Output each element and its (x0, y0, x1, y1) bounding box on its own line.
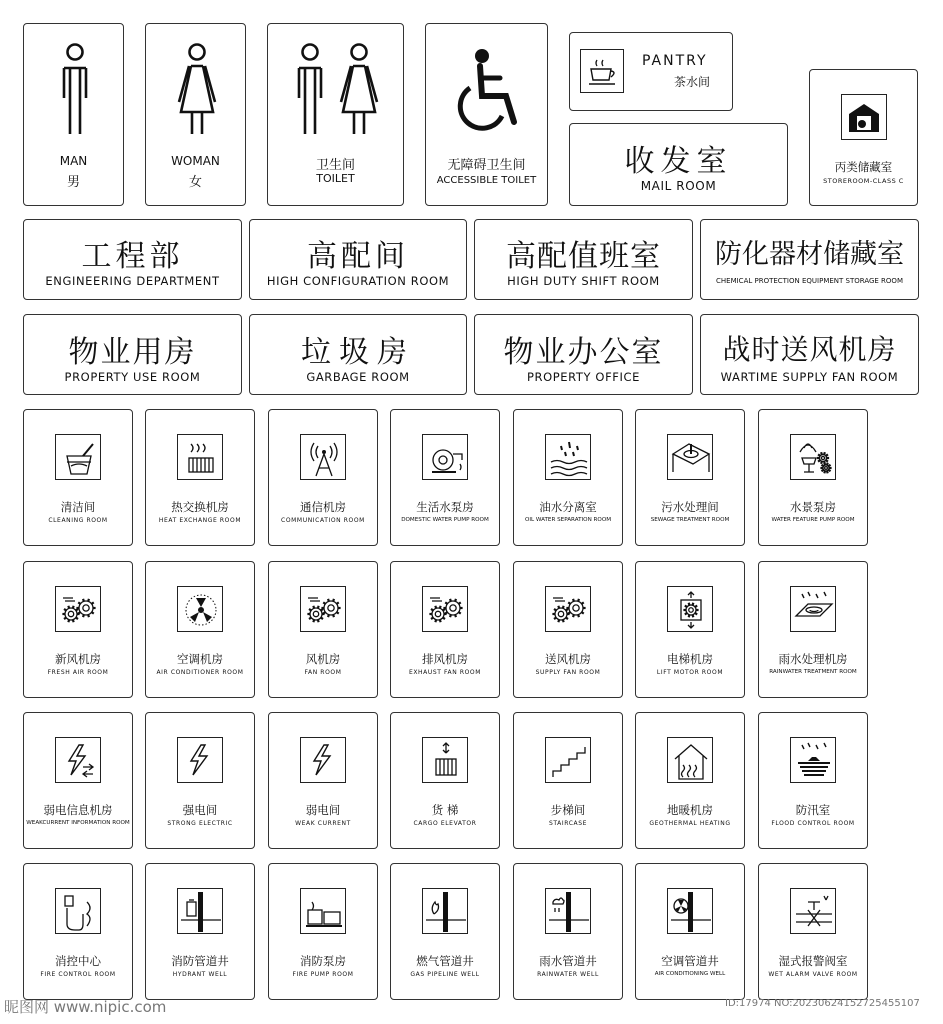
room-sign-label-cn: 新风机房 (55, 652, 101, 666)
rain-swirl-icon (790, 586, 836, 632)
teacup-icon (580, 49, 624, 93)
man-woman-icon (295, 44, 379, 136)
room-sign (513, 409, 623, 546)
room-sign (758, 712, 868, 849)
room-sign-label-en: SUPPLY FAN ROOM (535, 669, 601, 676)
lightning-icon (300, 737, 346, 783)
flood-icon (790, 737, 836, 783)
room-sign (635, 712, 745, 849)
pantry-label-cn: 茶水间 (674, 75, 711, 89)
cleaning-bucket-icon (55, 434, 101, 480)
room-sign-label-en: WATER FEATURE PUMP ROOM (771, 517, 855, 523)
wide-sign-en: CHEMICAL PROTECTION EQUIPMENT STORAGE ROOM (716, 277, 903, 285)
sign-chemical-protection-storage (700, 219, 919, 300)
room-sign (268, 863, 378, 1000)
wide-sign-en: PROPERTY OFFICE (526, 370, 640, 384)
watermark-right: ID:17974 NO:20230624152725455107 (725, 998, 920, 1009)
lift-gear-icon (667, 586, 713, 632)
room-sign (758, 409, 868, 546)
room-sign-label-cn: 排风机房 (422, 652, 468, 666)
room-sign (268, 712, 378, 849)
woman-icon (177, 44, 217, 136)
sewage-icon (667, 434, 713, 480)
toilet-label-cn: 卫生间 (315, 158, 355, 173)
wide-sign-cn: 战时送风机房 (722, 333, 897, 366)
pantry-label-en: PANTRY (642, 53, 708, 69)
room-sign (635, 561, 745, 698)
room-sign-label-cn: 污水处理间 (661, 500, 719, 514)
room-sign (390, 712, 500, 849)
radiator-icon (177, 434, 223, 480)
mail-room-label-cn: 收发室 (624, 144, 733, 179)
room-sign-label-cn: 雨水处理机房 (778, 652, 848, 666)
rain-pipe-icon (545, 888, 591, 934)
sign-accessible-toilet (425, 23, 548, 206)
room-sign-label-cn: 电梯机房 (667, 652, 713, 666)
room-sign-label-en: FAN ROOM (304, 669, 342, 676)
room-sign (635, 863, 745, 1000)
wide-sign-en: GARBAGE ROOM (306, 370, 410, 384)
gas-pipe-icon (422, 888, 468, 934)
wide-sign-en: ENGINEERING DEPARTMENT (45, 274, 220, 288)
room-sign-label-cn: 生活水泵房 (416, 500, 474, 514)
alarm-valve-icon (790, 888, 836, 934)
room-sign-label-cn: 空调机房 (177, 652, 223, 666)
room-sign-label-cn: 送风机房 (545, 652, 591, 666)
sign-mail-room (569, 123, 788, 206)
room-sign (513, 561, 623, 698)
stairs-icon (545, 737, 591, 783)
room-sign-label-en: WEAK CURRENT (295, 820, 351, 827)
room-sign-label-en: EXHAUST FAN ROOM (408, 669, 482, 676)
room-sign-label-cn: 燃气管道井 (416, 954, 474, 968)
sign-high-configuration-room (249, 219, 467, 300)
room-sign-label-cn: 消防泵房 (300, 954, 346, 968)
wide-sign-en: HIGH DUTY SHIFT ROOM (507, 274, 660, 288)
room-sign (145, 863, 255, 1000)
room-sign-label-en: FLOOD CONTROL ROOM (771, 820, 855, 827)
gears-icon (300, 586, 346, 632)
room-sign-label-en: CLEANING ROOM (48, 517, 108, 524)
room-sign-label-en: CARGO ELEVATOR (413, 820, 477, 827)
wide-sign-cn: 物业用房 (68, 335, 197, 370)
storehouse-icon (841, 94, 887, 140)
room-sign-label-cn: 热交换机房 (171, 500, 229, 514)
gears-icon (545, 586, 591, 632)
woman-label-en: WOMAN (171, 154, 220, 168)
lightning-icon (177, 737, 223, 783)
storeroom-label-cn: 丙类储藏室 (834, 160, 893, 174)
room-sign (23, 863, 133, 1000)
room-sign-label-en: HYDRANT WELL (172, 971, 228, 978)
room-sign-label-en: WEAKCURRENT INFORMATION ROOM (26, 820, 130, 826)
room-sign-label-en: SEWAGE TREATMENT ROOM (650, 517, 730, 523)
room-sign-label-cn: 弱电信息机房 (43, 803, 113, 817)
room-sign (635, 409, 745, 546)
room-sign-label-cn: 雨水管道井 (539, 954, 597, 968)
fan-icon (177, 586, 223, 632)
sign-property-office (474, 314, 693, 395)
man-label-cn: 男 (66, 175, 80, 190)
signal-tower-icon (300, 434, 346, 480)
sign-woman (145, 23, 246, 206)
room-sign-label-en: HEAT EXCHANGE ROOM (158, 517, 242, 524)
woman-label-cn: 女 (188, 175, 202, 190)
wide-sign-cn: 工程部 (81, 239, 184, 274)
room-sign-label-en: FRESH AIR ROOM (47, 669, 109, 676)
wide-sign-cn: 防化器材储藏室 (715, 239, 904, 270)
room-sign (513, 863, 623, 1000)
accessible-label-en: ACCESSIBLE TOILET (436, 175, 537, 186)
room-sign-label-cn: 通信机房 (300, 500, 346, 514)
room-sign-label-cn: 清洁间 (60, 500, 96, 514)
watermark-left: 昵图网 www.nipic.com (4, 998, 167, 1016)
wide-sign-cn: 高配值班室 (506, 239, 661, 274)
sign-man (23, 23, 124, 206)
room-sign (23, 561, 133, 698)
sign-storeroom (809, 69, 918, 206)
fire-pump-icon (300, 888, 346, 934)
wheelchair-icon (454, 48, 526, 134)
fountain-icon (790, 434, 836, 480)
sign-high-duty-shift-room (474, 219, 693, 300)
sign-property-use-room (23, 314, 242, 395)
wide-sign-cn: 物业办公室 (503, 335, 664, 370)
room-sign-label-en: COMMUNICATION ROOM (281, 517, 365, 524)
room-sign-label-en: FIRE CONTROL ROOM (40, 971, 116, 978)
cargo-elevator-icon (422, 737, 468, 783)
gears-icon (55, 586, 101, 632)
room-sign-label-cn: 湿式报警阀室 (778, 954, 848, 968)
man-label-en: MAN (59, 154, 88, 168)
room-sign (23, 409, 133, 546)
room-sign-label-cn: 消防管道井 (171, 954, 229, 968)
room-sign-label-cn: 空调管道井 (661, 954, 719, 968)
ac-pipe-icon (667, 888, 713, 934)
wide-sign-en: WARTIME SUPPLY FAN ROOM (720, 370, 899, 384)
room-sign-label-en: RAINWATER WELL (537, 971, 599, 978)
room-sign-label-cn: 水景泵房 (790, 500, 836, 514)
sign-engineering-department (23, 219, 242, 300)
room-sign-label-cn: 防汛室 (795, 803, 831, 817)
room-sign-label-en: AIR CONDITIONER ROOM (156, 669, 244, 676)
room-sign-label-en: WET ALARM VALVE ROOM (768, 971, 858, 978)
room-sign (390, 561, 500, 698)
wide-sign-cn: 高配间 (307, 239, 409, 274)
room-sign (145, 712, 255, 849)
room-sign-label-en: STAIRCASE (548, 820, 588, 827)
room-sign (268, 409, 378, 546)
room-sign (513, 712, 623, 849)
wide-sign-cn: 垃圾房 (301, 335, 415, 370)
sign-garbage-room (249, 314, 467, 395)
sign-pantry (569, 32, 733, 111)
oil-drops-icon (545, 434, 591, 480)
room-sign (145, 561, 255, 698)
room-sign-label-cn: 风机房 (305, 652, 341, 666)
room-sign-label-en: FIRE PUMP ROOM (292, 971, 354, 978)
room-sign (390, 863, 500, 1000)
room-sign (758, 561, 868, 698)
room-sign-label-cn: 强电间 (182, 803, 218, 817)
sign-wartime-supply-fan-room (700, 314, 919, 395)
man-icon (60, 44, 90, 136)
room-sign-label-en: GAS PIPELINE WELL (410, 971, 480, 978)
hydrant-pipe-icon (177, 888, 223, 934)
water-pump-icon (422, 434, 468, 480)
fire-control-icon (55, 888, 101, 934)
room-sign-label-cn: 消控中心 (55, 954, 101, 968)
room-sign-label-en: STRONG ELECTRIC (167, 820, 233, 827)
room-sign (145, 409, 255, 546)
room-sign-label-en: OIL WATER SEPARATION ROOM (524, 517, 612, 523)
toilet-label-en: TOILET (316, 172, 355, 185)
room-sign-label-en: AIR CONDITIONING WELL (654, 971, 726, 977)
weak-current-info-icon (55, 737, 101, 783)
storeroom-label-en: STOREROOM-CLASS C (823, 177, 904, 185)
room-sign-label-en: DOMESTIC WATER PUMP ROOM (401, 517, 489, 523)
sign-toilet (267, 23, 404, 206)
house-heating-icon (667, 737, 713, 783)
accessible-label-cn: 无障碍卫生间 (447, 158, 526, 173)
mail-room-label-en: MAIL ROOM (640, 179, 717, 193)
room-sign-label-en: GEOTHERMAL HEATING (649, 820, 731, 827)
room-sign-label-en: RAINWATER TREATMENT ROOM (769, 669, 857, 675)
room-sign-label-cn: 油水分离室 (539, 500, 597, 514)
room-sign-label-cn: 弱电间 (305, 803, 341, 817)
gears-icon (422, 586, 468, 632)
wide-sign-en: HIGH CONFIGURATION ROOM (266, 274, 450, 288)
room-sign (23, 712, 133, 849)
room-sign-label-cn: 货 梯 (431, 803, 459, 817)
room-sign (268, 561, 378, 698)
room-sign-label-en: LIFT MOTOR ROOM (656, 669, 724, 676)
wide-sign-en: PROPERTY USE ROOM (64, 370, 201, 384)
room-sign-label-cn: 地暖机房 (667, 803, 713, 817)
room-sign (390, 409, 500, 546)
room-sign (758, 863, 868, 1000)
room-sign-label-cn: 步梯间 (550, 803, 586, 817)
